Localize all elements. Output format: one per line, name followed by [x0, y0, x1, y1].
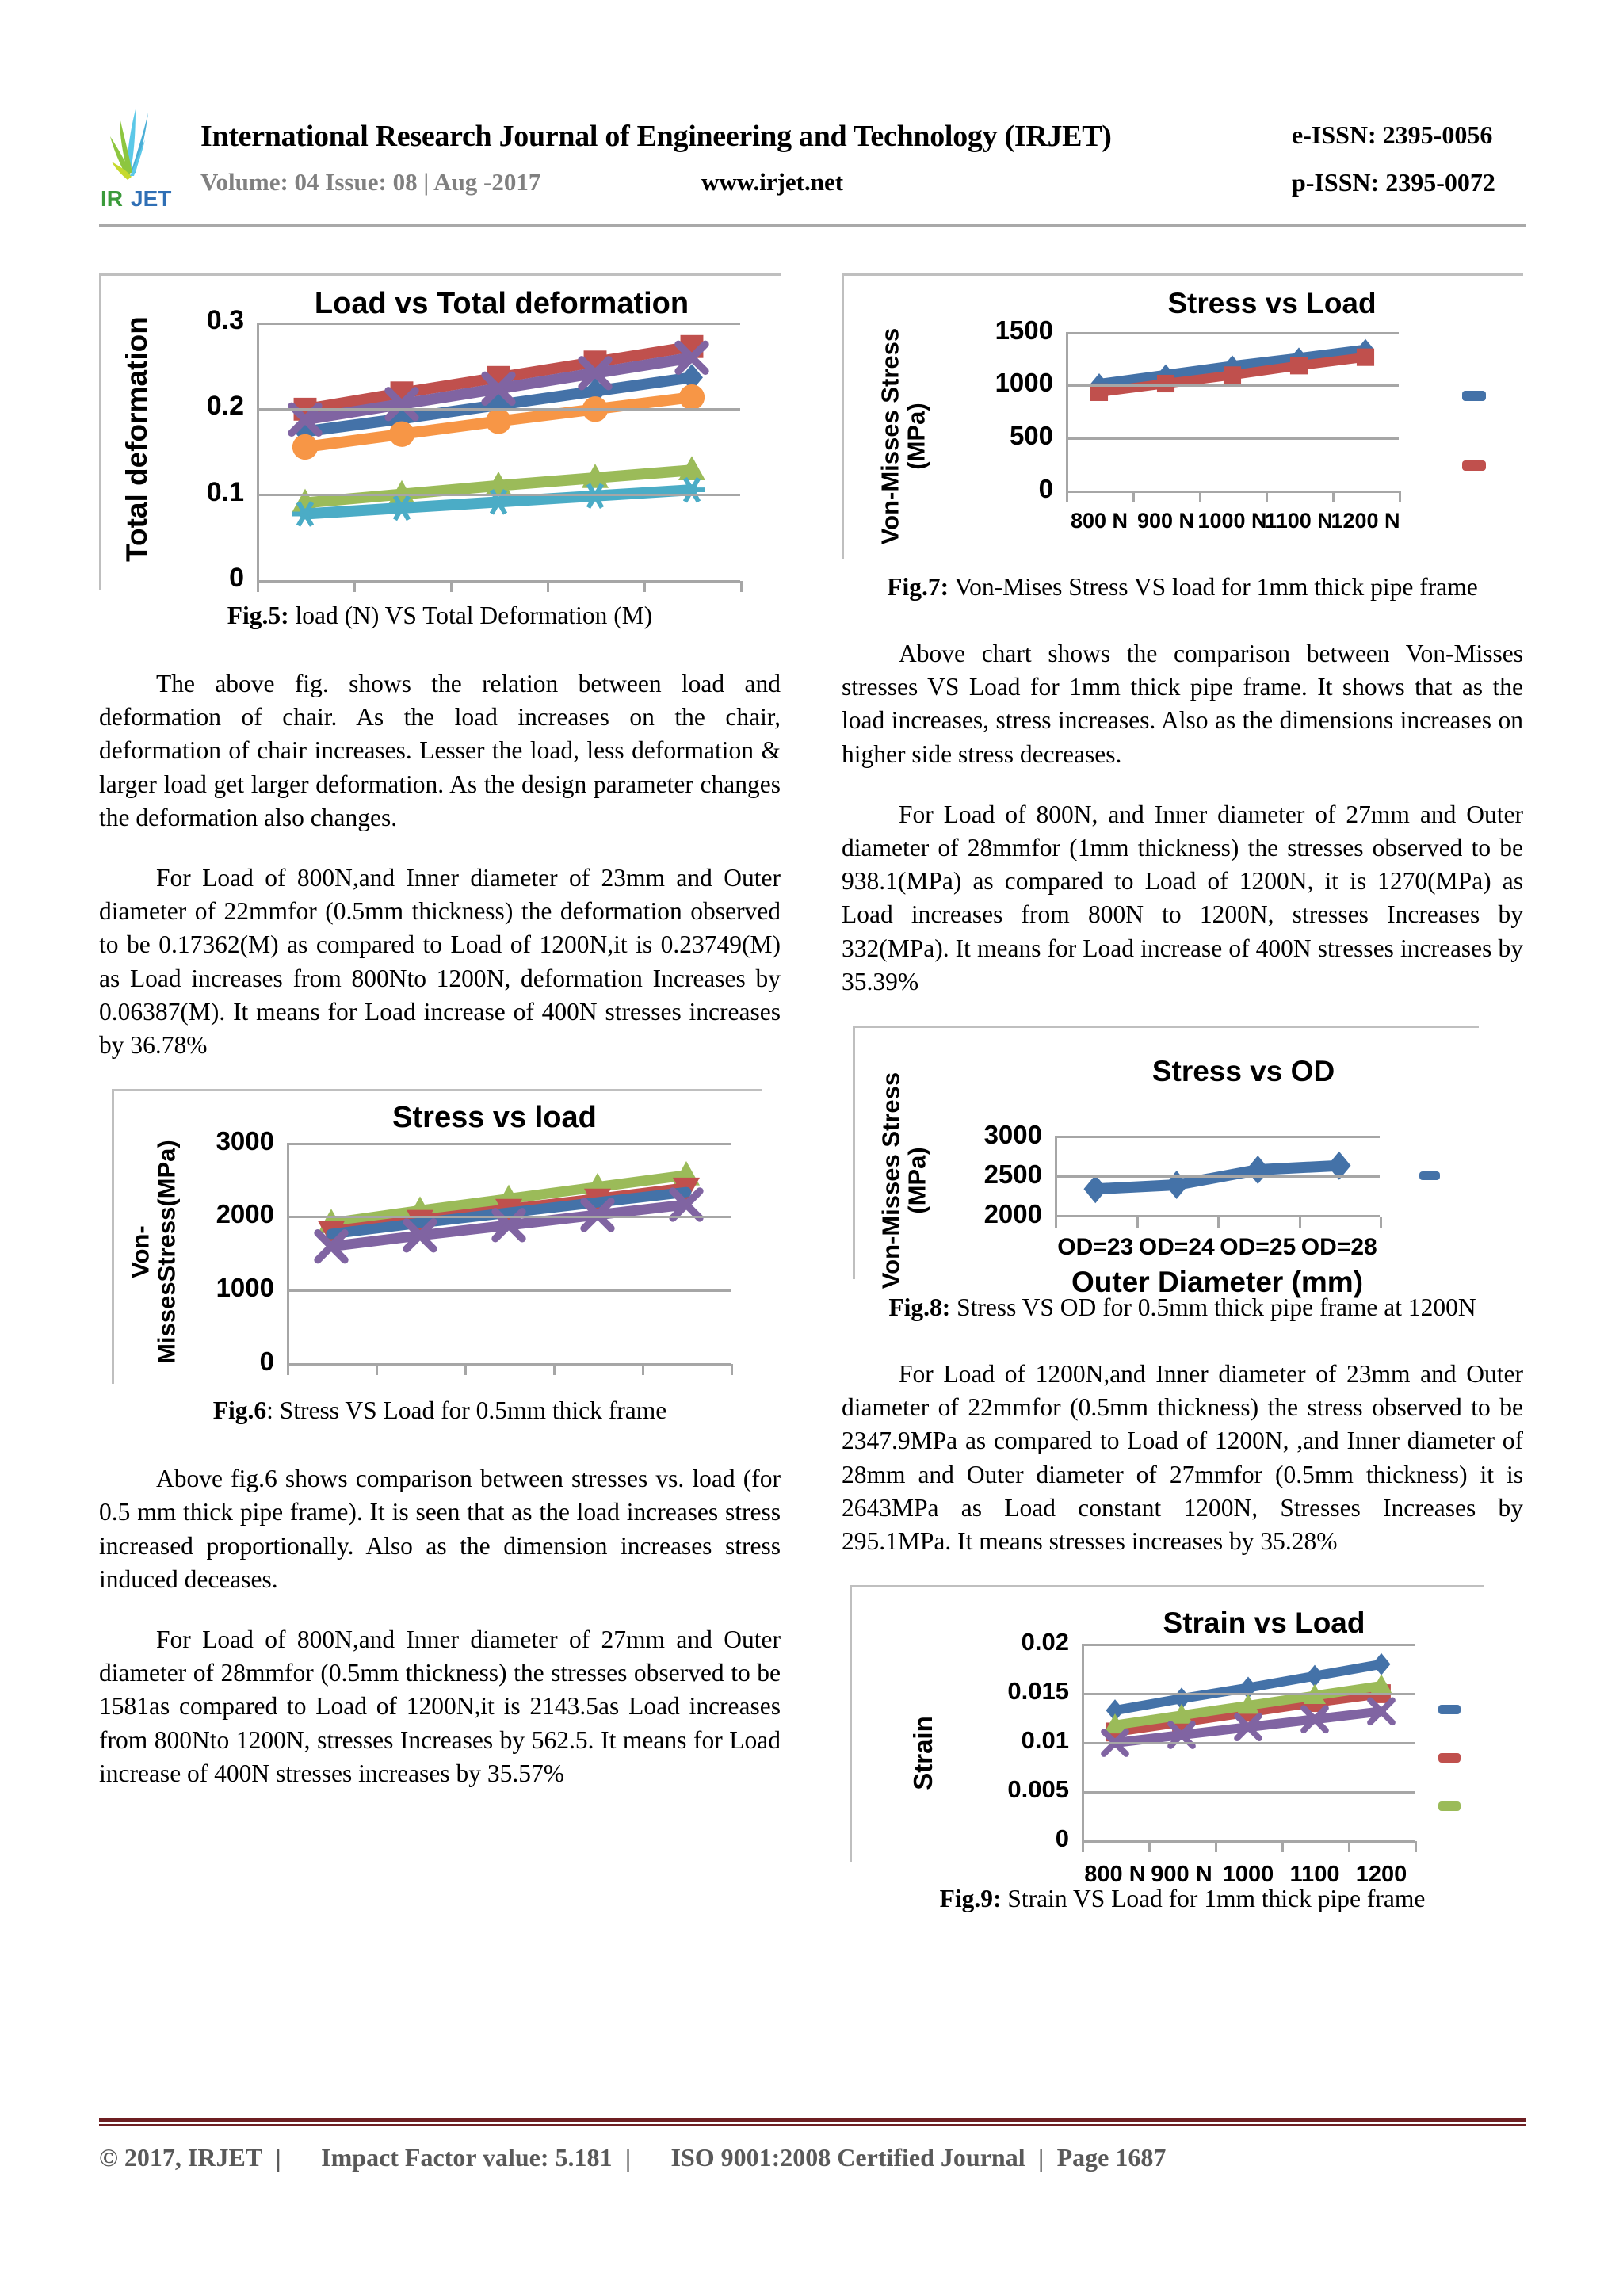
x-axis-tick-label: 1000 N	[1197, 509, 1267, 533]
x-axis-tick-mark	[1266, 491, 1268, 502]
chart-gridline	[1055, 1175, 1380, 1178]
x-axis-tick-mark	[1348, 1841, 1350, 1852]
x-axis-tick-mark	[731, 1364, 733, 1375]
chart-title: Strain vs Load	[1163, 1606, 1365, 1640]
chart-data-point	[1290, 357, 1308, 374]
footer-sep-3: |	[1038, 2143, 1044, 2172]
y-axis-tick-label: 1000	[216, 1273, 274, 1303]
legend-swatch-series-1	[1419, 1171, 1440, 1180]
chart-title: Stress vs load	[392, 1101, 597, 1135]
chart-title: Stress vs Load	[1167, 287, 1377, 319]
y-axis-tick-label: 500	[1009, 420, 1053, 450]
x-axis-tick-mark	[1281, 1841, 1284, 1852]
x-axis-tick-mark	[1199, 491, 1201, 502]
footer-copyright: © 2017, IRJET	[99, 2143, 263, 2172]
y-axis-tick-label: 0.005	[1007, 1775, 1069, 1804]
chart-stress-vs-load-left	[112, 1089, 762, 1384]
chart-data-point	[1373, 1653, 1391, 1675]
x-axis-tick-label: 1200	[1355, 1862, 1407, 1888]
x-axis-tick-label: 1000	[1222, 1862, 1274, 1888]
figure-9-caption-text: Strain VS Load for 1mm thick pipe frame	[1001, 1885, 1426, 1913]
chart-gridline	[1066, 437, 1399, 440]
x-axis-tick-mark	[450, 581, 453, 592]
x-axis-tick-label: OD=25	[1220, 1233, 1296, 1260]
chart-gridline	[287, 1363, 731, 1366]
x-axis-tick-mark	[553, 1364, 556, 1375]
footer-impact-factor: Impact Factor value: 5.181	[321, 2143, 613, 2172]
x-axis-tick-mark	[642, 1364, 644, 1375]
y-axis-tick-label: 3000	[216, 1125, 274, 1156]
chart-gridline	[287, 1289, 731, 1292]
x-axis-tick-label: OD=23	[1057, 1233, 1134, 1260]
chart-data-point	[1306, 1665, 1324, 1687]
y-axis-line	[257, 323, 259, 581]
chart-data-point	[1224, 366, 1241, 384]
x-axis-tick-mark	[1132, 491, 1135, 502]
x-axis-tick-mark	[464, 1364, 467, 1375]
chart-gridline	[1066, 491, 1399, 493]
x-axis-tick-mark	[1215, 1841, 1217, 1852]
chart-gridline	[1082, 1693, 1415, 1695]
figure-8-caption-label: Fig.8:	[888, 1293, 951, 1321]
x-axis-tick-mark	[1066, 491, 1068, 502]
y-axis-tick-label: 0.3	[206, 304, 244, 335]
x-axis-tick-mark	[353, 581, 356, 592]
y-axis-tick-label: 2500	[983, 1159, 1042, 1189]
x-axis-tick-mark	[1399, 491, 1401, 502]
x-axis-tick-label: 800 N	[1070, 509, 1128, 533]
y-axis-tick-label: 0	[259, 1346, 274, 1376]
chart-gridline	[1066, 332, 1399, 334]
chart-stress-vs-od	[853, 1026, 1479, 1298]
figure-9-caption	[842, 1883, 1523, 1916]
legend-swatch-series-2	[1438, 1753, 1461, 1763]
chart-data-point	[486, 408, 511, 434]
chart-gridline	[1082, 1840, 1415, 1843]
x-axis-tick-mark	[287, 1364, 289, 1375]
chart-gridline	[1055, 1136, 1380, 1138]
volume-issue-label: Volume: 04 Issue: 08 | Aug -2017	[200, 168, 541, 196]
y-axis-tick-label: 1500	[995, 315, 1053, 345]
y-axis-line	[1066, 333, 1068, 491]
y-axis-tick-label: 1000	[995, 368, 1053, 398]
figure-5-caption-text: load (N) VS Total Deformation (M)	[288, 602, 653, 629]
legend-swatch-series-1	[1462, 391, 1486, 401]
x-axis-tick-mark	[740, 581, 743, 592]
x-axis-tick-mark	[1332, 491, 1335, 502]
chart-gridline	[1082, 1791, 1415, 1794]
right-paragraph-1: Above chart shows the comparison between Von-Misses stresses VS Load for 1mm thick pipe frame. It shows that as the load increases, stress increases. Also as the dimensions increases on higher side stress decreases.	[842, 639, 1523, 768]
y-axis-label: Total deformation	[120, 316, 153, 562]
x-axis-tick-label: 1100 N	[1265, 509, 1333, 533]
x-axis-tick-mark	[376, 1364, 378, 1375]
chart-strain-vs-load	[850, 1585, 1484, 1888]
x-axis-tick-mark	[1082, 1841, 1084, 1852]
chart-data-point	[1157, 375, 1174, 392]
x-axis-tick-label: 1200 N	[1331, 509, 1400, 533]
left-paragraph-4: For Load of 800N,and Inner diameter of 27mm and Outer diameter of 28mmfor (0.5mm thickness) the stresses observed to be 1581as compared to Load of 1200N,it is 2143.5as Load increases from 800Nto 1200N, stresses Increases by 562.5. It means for Load increase of 400N stresses increases by 35.57%	[99, 1625, 781, 1787]
x-axis-tick-label: 800 N	[1084, 1862, 1146, 1888]
y-axis-tick-label: 0.015	[1007, 1677, 1069, 1706]
x-axis-tick-mark	[1148, 1841, 1151, 1852]
y-axis-tick-label: 0.1	[206, 476, 244, 507]
right-paragraph-3: For Load of 1200N,and Inner diameter of 23mm and Outer diameter of 22mmfor (0.5mm thickness) the stress observed to be 2347.9MPa as compared to Load of 1200N, ,and Inner diameter of 28mm and Outer diameter of 27mmfor (0.5mm thickness) it is 2643MPa as Load constant 1200N, Stresses Increases by 295.1MPa. It means stresses increases by 35.28%	[842, 1359, 1523, 1555]
x-axis-tick-mark	[257, 581, 259, 592]
x-axis-tick-label: OD=24	[1138, 1233, 1215, 1260]
figure-9-caption-label: Fig.9:	[939, 1885, 1002, 1913]
x-axis-tick-mark	[1136, 1217, 1139, 1228]
y-axis-line	[287, 1144, 289, 1364]
chart-gridline	[1082, 1644, 1415, 1646]
figure-6-caption	[99, 1395, 781, 1427]
x-axis-tick-mark	[1380, 1217, 1382, 1228]
chart-title: Stress vs OD	[1151, 1054, 1335, 1087]
y-axis-tick-label: 0	[1038, 473, 1053, 503]
chart-gridline	[257, 580, 740, 583]
y-axis-tick-label: 0	[1055, 1824, 1069, 1853]
figure-7-caption-text: Von-Mises Stress VS load for 1mm thick pipe frame	[949, 573, 1478, 601]
page-footer	[99, 2143, 1526, 2172]
y-axis-tick-label: 0.2	[206, 391, 244, 422]
chart-gridline	[257, 408, 740, 411]
x-axis-tick-mark	[1415, 1841, 1417, 1852]
y-axis-label: Von-Misses Stress (MPa)	[876, 327, 930, 545]
svg-text:IR: IR	[101, 186, 123, 211]
y-axis-label: Von-Misses Stress (MPa)	[876, 1072, 930, 1289]
page-header	[99, 111, 1526, 214]
irjet-logo	[99, 103, 194, 214]
y-axis-tick-label: 0.02	[1021, 1628, 1069, 1656]
x-axis-tick-mark	[643, 581, 646, 592]
chart-data-point	[1357, 349, 1374, 366]
figure-5-caption-label: Fig.5:	[227, 602, 289, 629]
figure-5-caption	[99, 600, 781, 632]
legend-swatch-series-1	[1438, 1705, 1461, 1714]
x-axis-tick-mark	[1299, 1217, 1301, 1228]
svg-text:JET: JET	[131, 186, 172, 211]
x-axis-tick-label: 1100	[1289, 1862, 1340, 1888]
figure-6-caption-text: : Stress VS Load for 0.5mm thick frame	[266, 1396, 667, 1425]
chart-data-point	[679, 384, 705, 410]
chart-gridline	[1066, 384, 1399, 387]
y-axis-tick-label: 0.01	[1021, 1726, 1069, 1755]
footer-iso: ISO 9001:2008 Certified Journal	[670, 2143, 1025, 2172]
footer-sep-1: |	[275, 2143, 281, 2172]
legend-swatch-series-3	[1438, 1801, 1461, 1811]
footer-divider	[99, 2118, 1526, 2126]
chart-data-point	[389, 422, 414, 447]
y-axis-label: Strain	[908, 1716, 938, 1790]
legend-swatch-series-2	[1462, 460, 1486, 471]
chart-data-point	[1246, 1156, 1270, 1184]
x-axis-tick-mark	[547, 581, 549, 592]
footer-sep-2: |	[624, 2143, 632, 2172]
right-paragraph-2: For Load of 800N, and Inner diameter of 27mm and Outer diameter of 28mmfor (1mm thickness) the stresses observed to be 938.1(MPa) as compared to Load of 1200N, it is 1270(MPa) as Load increases from 800N to 1200N, stresses Increases by 332(MPa). It means for Load increase of 400N stresses increases by 35.39%	[842, 800, 1523, 995]
y-axis-tick-label: 2000	[983, 1198, 1042, 1228]
y-axis-line	[1082, 1645, 1084, 1841]
eissn-label: e-ISSN: 2395-0056	[1292, 120, 1493, 149]
y-axis-tick-label: 2000	[216, 1199, 274, 1229]
chart-data-point	[1165, 1171, 1189, 1199]
chart-data-point	[292, 434, 318, 460]
pissn-label: p-ISSN: 2395-0072	[1292, 168, 1495, 197]
y-axis-tick-label: 3000	[983, 1119, 1042, 1149]
journal-title: International Research Journal of Engineering and Technology (IRJET)	[200, 120, 1112, 153]
journal-website-link[interactable]: www.irjet.net	[701, 168, 844, 196]
chart-gridline	[287, 1143, 731, 1145]
chart-gridline	[287, 1216, 731, 1218]
chart-gridline	[257, 323, 740, 325]
figure-6-caption-label: Fig.6	[212, 1396, 267, 1425]
right-column	[842, 273, 1523, 1916]
left-paragraph-2: For Load of 800N,and Inner diameter of 23mm and Outer diameter of 22mmfor (0.5mm thickness) the deformation observed to be 0.17362(M) as compared to Load of 1200N,it is 0.23749(M) as Load increases from 800Nto 1200N, deformation Increases by 0.06387(M). It means for Load increase of 400N stresses increases by 36.78%	[99, 863, 781, 1059]
x-axis-tick-mark	[1055, 1217, 1057, 1228]
left-paragraph-3: Above fig.6 shows comparison between stresses vs. load (for 0.5 mm thick pipe frame). It is seen that as the load increases stress increased proportionally. Also as the dimension increases stress induced deceases.	[99, 1465, 781, 1593]
left-paragraph-1: The above fig. shows the relation between load and deformation of chair. As the load increases on the chair, deformation of chair increases. Lesser the load, less deformation & larger load get larger deformation. As the design parameter changes the deformation also changes.	[99, 669, 781, 831]
x-axis-label: Outer Diameter (mm)	[1071, 1265, 1364, 1298]
y-axis-line	[1055, 1137, 1057, 1217]
header-divider	[99, 224, 1526, 227]
chart-gridline	[1082, 1742, 1415, 1744]
x-axis-tick-label: OD=28	[1300, 1233, 1377, 1260]
x-axis-tick-label: 900 N	[1136, 509, 1195, 533]
chart-data-point	[1083, 1175, 1107, 1203]
figure-7-caption	[842, 571, 1523, 604]
footer-page-number: Page 1687	[1056, 2143, 1167, 2172]
x-axis-tick-label: 900 N	[1151, 1862, 1212, 1888]
x-axis-tick-mark	[1217, 1217, 1220, 1228]
figure-8-caption-text: Stress VS OD for 0.5mm thick pipe frame at 1200N	[950, 1293, 1476, 1321]
chart-load-vs-total-deformation	[99, 273, 781, 593]
y-axis-tick-label: 0	[229, 562, 244, 593]
chart-gridline	[257, 494, 740, 496]
y-axis-label: Von-MissesStress(MPa)	[126, 1140, 180, 1365]
chart-data-point	[678, 478, 705, 501]
chart-stress-vs-load-right	[842, 273, 1523, 559]
left-column	[99, 273, 781, 1817]
figure-7-caption-label: Fig.7:	[887, 573, 949, 601]
chart-title: Load vs Total deformation	[314, 287, 689, 320]
